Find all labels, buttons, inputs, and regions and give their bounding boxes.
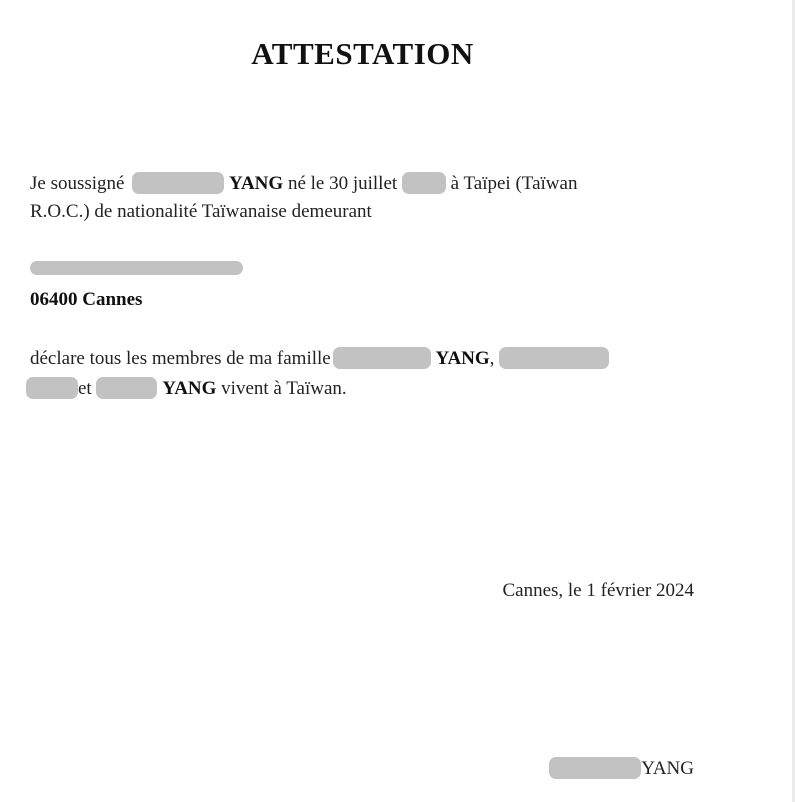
declaration-end-text: vivent à Taïwan. xyxy=(221,378,347,399)
date-line: Cannes, le 1 février 2024 xyxy=(502,580,694,601)
redacted-birth-year xyxy=(402,172,446,194)
declaration-comma: , xyxy=(489,348,495,369)
redacted-street-address xyxy=(30,261,243,275)
declaration-surname-1: YANG xyxy=(435,348,490,369)
intro-line-1 xyxy=(30,172,577,195)
declaration-surname-2: YANG xyxy=(162,378,217,399)
declaration-line-2 xyxy=(26,377,347,400)
address-street-line xyxy=(30,259,243,281)
intro-born-text: né le 30 juillet xyxy=(287,173,398,194)
redacted-first-name xyxy=(132,172,224,194)
declaration-line-1 xyxy=(30,347,609,370)
intro-prefix: Je soussigné xyxy=(30,173,125,194)
redacted-family-member-3 xyxy=(96,377,157,399)
intro-surname: YANG xyxy=(228,173,284,194)
declaration-text: déclare tous les membres de ma famille xyxy=(30,348,331,369)
redacted-family-member-1 xyxy=(333,347,431,369)
address-city-line: 06400 Cannes xyxy=(30,289,143,310)
redacted-family-member-2-cont xyxy=(26,377,78,399)
document-title: ATTESTATION xyxy=(251,36,474,71)
signature-line xyxy=(549,757,694,780)
intro-line-2: R.O.C.) de nationalité Taïwanaise demeurant xyxy=(30,201,372,222)
redacted-signature-first-name xyxy=(549,757,641,779)
intro-place-text: à Taïpei (Taïwan xyxy=(450,173,578,194)
redacted-family-member-2 xyxy=(499,347,609,369)
signature-surname: YANG xyxy=(641,758,694,779)
declaration-et: et xyxy=(78,378,92,399)
